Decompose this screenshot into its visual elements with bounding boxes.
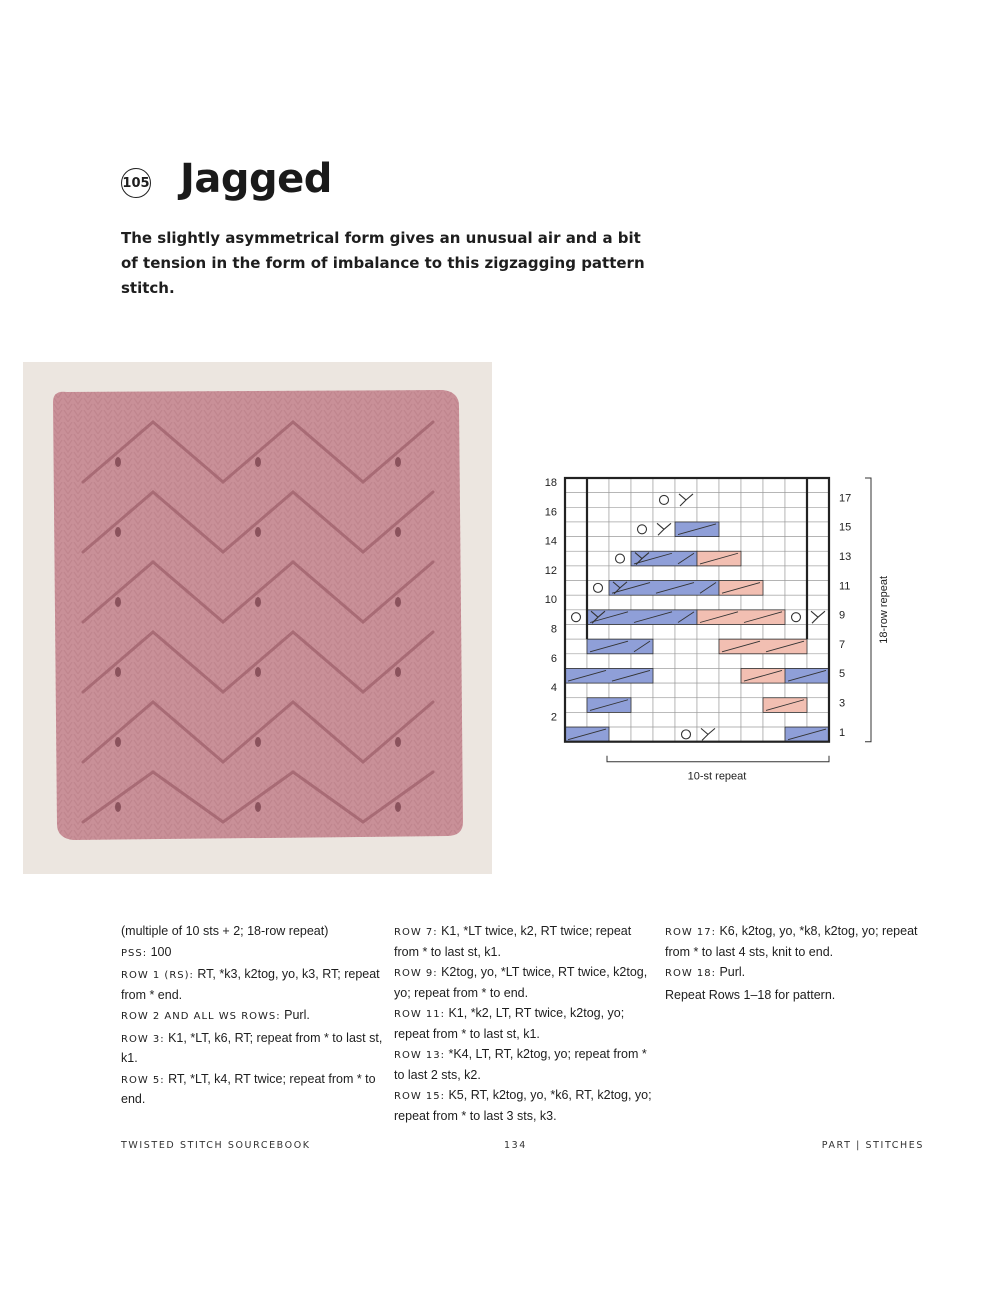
chart-cell [697,566,719,581]
chart-cell [697,683,719,698]
chart-cell [719,493,741,508]
chart-cell [807,625,829,640]
chart-cell [565,683,587,698]
page-title: Jagged [180,156,332,202]
chart-cell [631,698,653,713]
chart-cell [675,537,697,552]
row-number-right: 11 [839,580,851,593]
chart-cell [719,712,741,727]
chart-cell [587,654,609,669]
chart-cell [675,639,697,654]
chart-cell [697,478,719,493]
chart-cell [719,727,741,742]
chart-cell [719,683,741,698]
row-number-right: 13 [839,551,852,564]
chart-cell [609,537,631,552]
chart-cell [741,566,763,581]
chart-cell [675,507,697,522]
row-text: K6, k2tog, yo, *k8, k2tog, yo; repeat from * to last 4 sts, knit to end. [665,924,918,959]
chart-cell [785,566,807,581]
footer-book-title: TWISTED STITCH SOURCEBOOK [121,1140,311,1151]
row-repeat-bracket [865,478,871,742]
chart-cell [807,712,829,727]
chart-cell [565,537,587,552]
chart-cell [565,625,587,640]
chart-cell [587,625,609,640]
chart-cell [653,493,675,508]
right-twist-cell [719,639,807,654]
chart-cell [631,493,653,508]
chart-cell [675,712,697,727]
chart-cell [697,698,719,713]
chart-cell [609,595,631,610]
chart-cell [675,668,697,683]
row-label: ROW 2 AND ALL WS ROWS: [121,1011,281,1022]
chart-cell [565,507,587,522]
chart-cell [763,727,785,742]
chart-cell [763,551,785,566]
row-text: (multiple of 10 sts + 2; 18-row repeat) [121,924,329,938]
chart-cell [631,654,653,669]
chart-cell [609,683,631,698]
chart-cell [741,698,763,713]
chart-cell [807,595,829,610]
row-repeat-label: 18-row repeat [878,575,890,644]
chart-cell [719,478,741,493]
row-number-right: 17 [839,492,852,505]
chart-cell [631,522,653,537]
row-number-right: 1 [839,726,846,739]
chart-cell [565,478,587,493]
left-twist-cell [565,668,653,683]
instruction-line [665,963,927,984]
row-number-left: 18 [544,477,557,489]
chart-cell [565,522,587,537]
page-number: 134 [504,1140,527,1151]
chart-cell [741,712,763,727]
row-text: K1, *LT, k6, RT; repeat from * to last st, k1. [121,1030,383,1065]
chart-cell [565,566,587,581]
chart-cell [609,727,631,742]
chart-cell [785,581,807,596]
chart-cell [697,625,719,640]
chart-cell [609,493,631,508]
chart-cell [741,507,763,522]
instruction-line [665,986,927,1005]
chart-cell [697,507,719,522]
chart-cell [631,727,653,742]
instruction-line [394,1045,656,1084]
chart-cell [697,654,719,669]
chart-cell [609,551,631,566]
chart-cell [565,610,587,625]
chart-cell [807,507,829,522]
chart-cell [697,639,719,654]
chart-cell [719,625,741,640]
chart-cell [741,551,763,566]
chart-cell [587,566,609,581]
chart-cell [587,522,609,537]
row-number-right: 15 [839,521,852,534]
chart-cell [807,493,829,508]
chart-cell [785,610,807,625]
chart-cell [653,507,675,522]
footer-section: PART | STITCHES [821,1140,924,1151]
row-text: *K4, LT, RT, k2tog, yo; repeat from * to last 2 sts, k2. [394,1047,647,1082]
row-label: ROW 5: [121,1074,165,1086]
chart-cell [785,712,807,727]
row-label: ROW 7: [394,927,438,938]
chart-cell [807,698,829,713]
row-number-left: 8 [550,623,557,636]
chart-cell [741,478,763,493]
chart-cell [653,639,675,654]
chart-cell [653,727,675,742]
chart-cell [565,698,587,713]
chart-cell [807,683,829,698]
row-text: K1, *k2, LT, RT twice, k2tog, yo; repeat from * to last st, k1. [394,1006,625,1041]
row-number-left: 14 [544,535,557,548]
chart-cell [587,712,609,727]
chart-cell [785,551,807,566]
instruction-line [394,1086,656,1125]
row-label: ROW 18: [665,968,716,979]
row-text: K5, RT, k2tog, yo, *k6, RT, k2tog, yo; repeat from * to last 3 sts, k3. [394,1088,652,1123]
chart-cell [631,566,653,581]
chart-cell [653,698,675,713]
chart-cell [609,712,631,727]
chart-cell [653,478,675,493]
chart-cell [697,537,719,552]
chart-cell [785,683,807,698]
chart-cell [719,507,741,522]
intro-text: The slightly asymmetrical form gives an unusual air and a bit of tension in the form of imbalance to this zigzagging pattern stitch. [121,229,645,297]
chart-cell [653,712,675,727]
chart-cell [763,683,785,698]
instruction-line [121,922,383,941]
chart-cell [719,566,741,581]
row-text: K1, *LT twice, k2, RT twice; repeat from * to last st, k1. [394,924,632,959]
row-label: ROW 3: [121,1033,165,1045]
instruction-line [394,1004,656,1043]
chart-cell [587,551,609,566]
instruction-line [121,943,383,964]
chart-cell [675,478,697,493]
row-text: RT, *LT, k4, RT twice; repeat from * to end. [121,1071,376,1106]
row-number-left: 4 [550,682,557,695]
row-text: Purl. [280,1008,310,1022]
chart-cell [807,581,829,596]
row-number-left: 10 [544,594,557,607]
instructions-col-1 [121,922,383,1111]
chart-cell [763,507,785,522]
chart-cell [565,654,587,669]
chart-cell [763,595,785,610]
chart-cell [565,639,587,654]
row-label: ROW 11: [394,1009,445,1020]
chart-cell [587,507,609,522]
chart-cell [587,683,609,698]
chart-cell [719,654,741,669]
chart-cell [807,478,829,493]
chart-cell [697,595,719,610]
chart-cell [741,683,763,698]
chart-cell [785,507,807,522]
row-text: K2tog, yo, *LT twice, RT twice, k2tog, yo; repeat from * to end. [394,965,648,1000]
chart-cell [653,566,675,581]
chart-cell [719,522,741,537]
chart-cell [675,595,697,610]
pattern-number-badge [121,168,151,198]
stitch-repeat-bracket [607,756,829,762]
chart-cell [785,654,807,669]
chart-cell [653,683,675,698]
chart-cell [785,493,807,508]
row-number-right: 3 [839,697,846,710]
row-label: ROW 1 (RS): [121,970,194,981]
chart-cell [587,595,609,610]
chart-cell [653,595,675,610]
chart-cell [719,537,741,552]
chart-cell [631,625,653,640]
chart-cell [587,478,609,493]
chart-cell [763,625,785,640]
stitch-repeat-label: 10-st repeat [687,770,747,783]
chart-cell [587,537,609,552]
chart-cell [653,654,675,669]
chart-cell [763,566,785,581]
chart-cell [565,551,587,566]
instruction-line [394,963,656,1002]
chart-cell [785,625,807,640]
swatch-photo [23,362,492,874]
chart-cell [741,727,763,742]
instruction-line [665,922,927,961]
chart-cell [631,537,653,552]
instruction-line [121,1070,383,1109]
stitch-chart [535,470,915,790]
chart-cell [697,668,719,683]
chart-cell [741,537,763,552]
chart-cell [807,537,829,552]
chart-cell [741,654,763,669]
chart-cell [675,566,697,581]
chart-cell [609,566,631,581]
row-number-right: 5 [839,668,846,681]
chart-cell [741,595,763,610]
chart-cell [653,668,675,683]
chart-cell [807,654,829,669]
chart-cell [675,698,697,713]
chart-cell [609,625,631,640]
chart-cell [741,625,763,640]
left-twist-cell [631,551,697,566]
row-number-left: 16 [544,506,557,519]
instruction-line [121,965,383,1004]
chart-cell [807,639,829,654]
chart-cell [763,712,785,727]
chart-cell [807,551,829,566]
chart-cell [763,537,785,552]
chart-cell [785,522,807,537]
instruction-line [121,1029,383,1068]
chart-cell [653,537,675,552]
chart-cell [763,522,785,537]
chart-cell [719,698,741,713]
row-label: ROW 17: [665,927,716,938]
chart-cell [609,522,631,537]
chart-cell [785,595,807,610]
chart-cell [719,668,741,683]
chart-cell [675,683,697,698]
chart-cell [675,654,697,669]
chart-cell [609,478,631,493]
row-number-left: 12 [544,564,557,577]
left-twist-cell [587,639,653,654]
row-number-right: 7 [839,638,846,651]
row-number-left: 2 [550,711,557,724]
chart-cell [587,581,609,596]
chart-cell [587,493,609,508]
row-text: RT, *k3, k2tog, yo, k3, RT; repeat from * end. [121,967,380,1002]
instructions-col-3 [665,922,927,1006]
row-number-left: 6 [550,652,557,665]
chart-cell [807,566,829,581]
instruction-line [121,1006,383,1027]
chart-cell [741,522,763,537]
chart-cell [609,654,631,669]
right-twist-cell [697,610,785,625]
chart-cell [631,595,653,610]
chart-cell [631,712,653,727]
row-text: Repeat Rows 1–18 for pattern. [665,987,836,1002]
chart-cell [565,493,587,508]
row-label: ROW 13: [394,1050,445,1061]
row-label: PSS: [121,947,148,959]
chart-cell [653,625,675,640]
chart-cell [741,493,763,508]
chart-cell [763,493,785,508]
chart-cell [785,478,807,493]
chart-cell [697,712,719,727]
chart-cell [763,478,785,493]
chart-cell [697,493,719,508]
chart-cell [631,683,653,698]
chart-cell [785,537,807,552]
instruction-line [394,922,656,961]
chart-cell [763,581,785,596]
chart-cell [719,595,741,610]
instructions-col-2 [394,922,656,1127]
chart-cell [763,654,785,669]
row-text: 100 [147,944,172,959]
row-text: Purl. [715,965,746,979]
chart-cell [675,625,697,640]
chart-cell [609,507,631,522]
row-label: ROW 15: [394,1091,445,1102]
chart-cell [675,727,697,742]
chart-cell [565,581,587,596]
pattern-number: 105 [122,175,150,191]
row-label: ROW 9: [394,968,438,979]
chart-cell [565,712,587,727]
chart-cell [565,595,587,610]
row-number-right: 9 [839,609,846,622]
chart-cell [631,478,653,493]
chart-cell [631,507,653,522]
chart-cell [807,522,829,537]
